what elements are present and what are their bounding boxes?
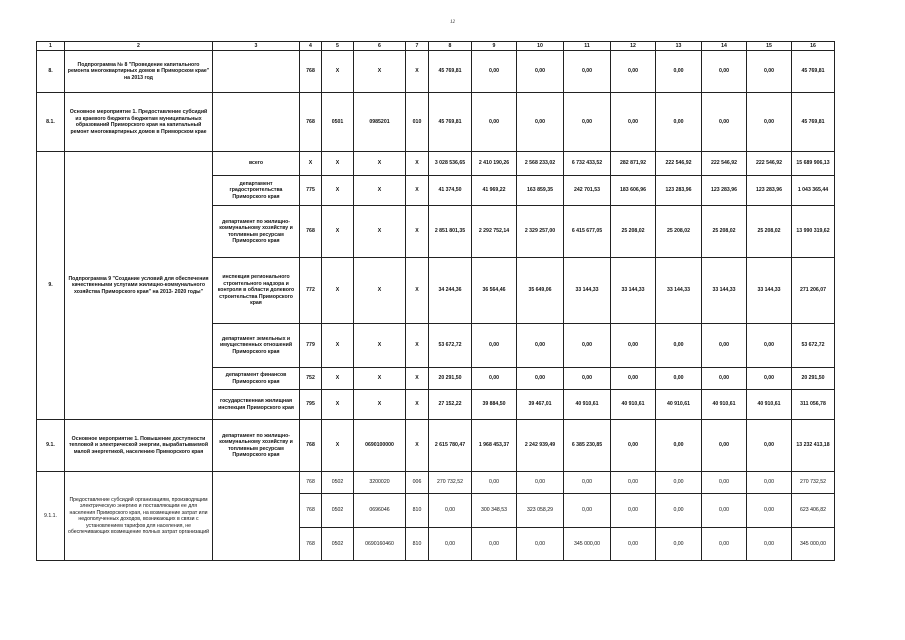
cell-value: Х bbox=[322, 368, 354, 390]
cell-value: 123 283,96 bbox=[702, 176, 747, 206]
executor bbox=[213, 51, 300, 93]
cell-value: 2 615 780,47 bbox=[429, 420, 472, 472]
executor: департамент земельных и имущественных отношений Приморского края bbox=[213, 324, 300, 368]
cell-value: Х bbox=[322, 176, 354, 206]
cell-value: 25 208,02 bbox=[702, 206, 747, 258]
cell-value: 768 bbox=[300, 206, 322, 258]
cell-value: 810 bbox=[406, 494, 429, 528]
cell-value: 15 689 906,13 bbox=[792, 152, 835, 176]
cell-value: Х bbox=[406, 390, 429, 420]
row-number: 9.1.1. bbox=[37, 472, 65, 561]
cell-value: 0,00 bbox=[564, 494, 611, 528]
cell-value: 0,00 bbox=[472, 51, 517, 93]
table-row bbox=[37, 152, 835, 176]
cell-value: Х bbox=[406, 152, 429, 176]
cell-value: 0,00 bbox=[656, 93, 702, 152]
col-header: 11 bbox=[564, 42, 611, 51]
cell-value: 271 206,07 bbox=[792, 258, 835, 324]
row-number: 8. bbox=[37, 51, 65, 93]
cell-value: 40 910,61 bbox=[611, 390, 656, 420]
cell-value: 40 910,61 bbox=[747, 390, 792, 420]
cell-value: 13 232 413,18 bbox=[792, 420, 835, 472]
cell-value: 222 546,92 bbox=[747, 152, 792, 176]
executor: департамент по жилищно-коммунальному хозяйству и топливным ресурсам Приморского края bbox=[213, 206, 300, 258]
cell-value: 345 000,00 bbox=[564, 528, 611, 561]
cell-value: 768 bbox=[300, 494, 322, 528]
cell-value: 006 bbox=[406, 472, 429, 494]
cell-value: 345 000,00 bbox=[792, 528, 835, 561]
cell-value: 25 208,02 bbox=[656, 206, 702, 258]
cell-value: 36 564,46 bbox=[472, 258, 517, 324]
cell-value: 41 969,22 bbox=[472, 176, 517, 206]
cell-value: 768 bbox=[300, 93, 322, 152]
cell-value: 25 208,02 bbox=[611, 206, 656, 258]
table-row bbox=[37, 51, 835, 93]
cell-value: Х bbox=[322, 206, 354, 258]
cell-value: 768 bbox=[300, 528, 322, 561]
cell-value: 27 152,22 bbox=[429, 390, 472, 420]
cell-value: 40 910,61 bbox=[656, 390, 702, 420]
cell-value: 0502 bbox=[322, 472, 354, 494]
cell-value: 0,00 bbox=[702, 528, 747, 561]
program-name: Предоставление субсидий организациям, производящим электрическую энергию и поставляющим ее для населения Приморского края, на возмещение затрат или недополученных доходов, возникающих в связи с установлением тарифов для населения, не обеспечивающих возмещение полных затрат организаций bbox=[65, 472, 213, 561]
cell-value: 0,00 bbox=[747, 472, 792, 494]
cell-value: 0,00 bbox=[611, 420, 656, 472]
cell-value: 0,00 bbox=[472, 324, 517, 368]
column-number-row bbox=[37, 42, 835, 51]
executor: всего bbox=[213, 152, 300, 176]
cell-value: 0690160460 bbox=[354, 528, 406, 561]
cell-value: Х bbox=[322, 390, 354, 420]
col-header: 7 bbox=[406, 42, 429, 51]
cell-value: Х bbox=[354, 206, 406, 258]
cell-value: 0,00 bbox=[564, 472, 611, 494]
col-header: 8 bbox=[429, 42, 472, 51]
cell-value: 3200020 bbox=[354, 472, 406, 494]
cell-value: 6 732 433,52 bbox=[564, 152, 611, 176]
cell-value: 222 546,92 bbox=[702, 152, 747, 176]
cell-value: Х bbox=[322, 258, 354, 324]
cell-value: 752 bbox=[300, 368, 322, 390]
cell-value: Х bbox=[406, 368, 429, 390]
col-header: 16 bbox=[792, 42, 835, 51]
cell-value: 0,00 bbox=[702, 93, 747, 152]
cell-value: 0,00 bbox=[611, 472, 656, 494]
cell-value: Х bbox=[406, 420, 429, 472]
cell-value: 0,00 bbox=[611, 324, 656, 368]
cell-value: 768 bbox=[300, 472, 322, 494]
cell-value: 0,00 bbox=[747, 51, 792, 93]
row-number: 9.1. bbox=[37, 420, 65, 472]
program-name: Основное мероприятие 1. Предоставление субсидий из краевого бюджета бюджетам муниципальных образований Приморского края на капитальный ремонт многоквартирных домов в Приморском крае bbox=[65, 93, 213, 152]
cell-value: 0,00 bbox=[429, 528, 472, 561]
cell-value: 0,00 bbox=[472, 528, 517, 561]
cell-value: 163 859,35 bbox=[517, 176, 564, 206]
cell-value: 0,00 bbox=[656, 324, 702, 368]
cell-value: 35 649,06 bbox=[517, 258, 564, 324]
cell-value: 0,00 bbox=[656, 420, 702, 472]
cell-value: 0,00 bbox=[656, 494, 702, 528]
cell-value: 270 732,52 bbox=[429, 472, 472, 494]
cell-value: Х bbox=[354, 176, 406, 206]
cell-value: 0501 bbox=[322, 93, 354, 152]
cell-value: 0,00 bbox=[611, 494, 656, 528]
cell-value: 623 406,82 bbox=[792, 494, 835, 528]
cell-value: 3 028 536,65 bbox=[429, 152, 472, 176]
executor: государственная жилищная инспекция Приморского края bbox=[213, 390, 300, 420]
executor: департамент градостроительства Приморского края bbox=[213, 176, 300, 206]
program-name: Подпрограмма № 8 "Проведение капитального ремонта многоквартирных домов в Приморском крае" на 2013 год bbox=[65, 51, 213, 93]
executor: департамент по жилищно-коммунальному хозяйству и топливным ресурсам Приморского края bbox=[213, 420, 300, 472]
row-number: 8.1. bbox=[37, 93, 65, 152]
col-header: 4 bbox=[300, 42, 322, 51]
cell-value: Х bbox=[406, 258, 429, 324]
cell-value: 0,00 bbox=[517, 472, 564, 494]
cell-value: Х bbox=[406, 324, 429, 368]
cell-value: 0,00 bbox=[429, 494, 472, 528]
cell-value: 0,00 bbox=[702, 472, 747, 494]
cell-value: 41 374,50 bbox=[429, 176, 472, 206]
cell-value: Х bbox=[354, 390, 406, 420]
cell-value: 768 bbox=[300, 51, 322, 93]
col-header: 9 bbox=[472, 42, 517, 51]
cell-value: 0,00 bbox=[656, 368, 702, 390]
row-number: 9. bbox=[37, 152, 65, 420]
cell-value: 40 910,61 bbox=[702, 390, 747, 420]
cell-value: 2 410 190,26 bbox=[472, 152, 517, 176]
cell-value: 33 144,33 bbox=[611, 258, 656, 324]
cell-value: 0,00 bbox=[517, 51, 564, 93]
page-number: 12 bbox=[450, 20, 455, 25]
cell-value: Х bbox=[322, 420, 354, 472]
program-name: Основное мероприятие 1. Повышение доступности тепловой и электрической энергии, вырабатываемой малой энергетикой, населению Приморского края bbox=[65, 420, 213, 472]
cell-value: Х bbox=[406, 206, 429, 258]
cell-value: 300 348,53 bbox=[472, 494, 517, 528]
cell-value: 270 732,52 bbox=[792, 472, 835, 494]
col-header: 14 bbox=[702, 42, 747, 51]
cell-value: 779 bbox=[300, 324, 322, 368]
cell-value: 45 769,81 bbox=[429, 51, 472, 93]
cell-value: 282 871,92 bbox=[611, 152, 656, 176]
col-header: 6 bbox=[354, 42, 406, 51]
cell-value: Х bbox=[354, 324, 406, 368]
cell-value: 123 283,96 bbox=[747, 176, 792, 206]
cell-value: 0,00 bbox=[517, 368, 564, 390]
cell-value: Х bbox=[354, 152, 406, 176]
cell-value: 0,00 bbox=[472, 93, 517, 152]
cell-value: Х bbox=[354, 51, 406, 93]
cell-value: 13 990 319,62 bbox=[792, 206, 835, 258]
cell-value: 33 144,33 bbox=[747, 258, 792, 324]
cell-value: 795 bbox=[300, 390, 322, 420]
executor: инспекция регионального строительного надзора и контроля в области долевого строительства Приморского края bbox=[213, 258, 300, 324]
program-name: Подпрограмма 9 "Создание условий для обеспечения качественными услугами жилищно-коммунального хозяйства Приморского края" на 2013- 2020 годы" bbox=[65, 152, 213, 420]
cell-value: 45 769,81 bbox=[792, 93, 835, 152]
cell-value: 0,00 bbox=[702, 420, 747, 472]
cell-value: 45 769,81 bbox=[792, 51, 835, 93]
executor bbox=[213, 472, 300, 561]
cell-value: 0502 bbox=[322, 528, 354, 561]
cell-value: 0,00 bbox=[656, 472, 702, 494]
executor: департамент финансов Приморского края bbox=[213, 368, 300, 390]
cell-value: 39 884,50 bbox=[472, 390, 517, 420]
cell-value: 0,00 bbox=[472, 368, 517, 390]
cell-value: 1 043 365,44 bbox=[792, 176, 835, 206]
table-row bbox=[37, 472, 835, 494]
cell-value: Х bbox=[322, 51, 354, 93]
col-header: 10 bbox=[517, 42, 564, 51]
cell-value: 0,00 bbox=[747, 368, 792, 390]
cell-value: 25 208,02 bbox=[747, 206, 792, 258]
cell-value: 0,00 bbox=[747, 494, 792, 528]
cell-value: Х bbox=[354, 258, 406, 324]
cell-value: 6 385 230,85 bbox=[564, 420, 611, 472]
cell-value: 53 672,72 bbox=[429, 324, 472, 368]
cell-value: 0,00 bbox=[702, 494, 747, 528]
cell-value: 0,00 bbox=[611, 51, 656, 93]
cell-value: 0,00 bbox=[564, 51, 611, 93]
col-header: 2 bbox=[65, 42, 213, 51]
cell-value: 0,00 bbox=[611, 368, 656, 390]
cell-value: 2 292 752,14 bbox=[472, 206, 517, 258]
cell-value: 0,00 bbox=[747, 528, 792, 561]
cell-value: 010 bbox=[406, 93, 429, 152]
cell-value: 2 568 233,02 bbox=[517, 152, 564, 176]
cell-value: 2 851 801,35 bbox=[429, 206, 472, 258]
col-header: 5 bbox=[322, 42, 354, 51]
cell-value: 45 769,81 bbox=[429, 93, 472, 152]
cell-value: 33 144,33 bbox=[564, 258, 611, 324]
cell-value: 53 672,72 bbox=[792, 324, 835, 368]
cell-value: 0,00 bbox=[747, 93, 792, 152]
cell-value: 39 467,01 bbox=[517, 390, 564, 420]
executor bbox=[213, 93, 300, 152]
cell-value: 2 329 257,00 bbox=[517, 206, 564, 258]
cell-value: 0690100000 bbox=[354, 420, 406, 472]
cell-value: 323 058,29 bbox=[517, 494, 564, 528]
cell-value: 20 291,50 bbox=[792, 368, 835, 390]
cell-value: 0,00 bbox=[517, 324, 564, 368]
cell-value: 0,00 bbox=[656, 528, 702, 561]
cell-value: 0,00 bbox=[517, 528, 564, 561]
cell-value: 183 606,96 bbox=[611, 176, 656, 206]
cell-value: 6 415 677,05 bbox=[564, 206, 611, 258]
cell-value: 0,00 bbox=[702, 51, 747, 93]
cell-value: 0,00 bbox=[564, 93, 611, 152]
cell-value: 0,00 bbox=[747, 324, 792, 368]
cell-value: Х bbox=[406, 51, 429, 93]
cell-value: 311 056,78 bbox=[792, 390, 835, 420]
cell-value: 0,00 bbox=[564, 324, 611, 368]
col-header: 1 bbox=[37, 42, 65, 51]
cell-value: 123 283,96 bbox=[656, 176, 702, 206]
cell-value: 34 244,36 bbox=[429, 258, 472, 324]
cell-value: 0,00 bbox=[747, 420, 792, 472]
cell-value: 33 144,33 bbox=[702, 258, 747, 324]
cell-value: 33 144,33 bbox=[656, 258, 702, 324]
cell-value: 0,00 bbox=[517, 93, 564, 152]
col-header: 3 bbox=[213, 42, 300, 51]
cell-value: 242 701,53 bbox=[564, 176, 611, 206]
table-row bbox=[37, 420, 835, 472]
cell-value: Х bbox=[354, 368, 406, 390]
cell-value: Х bbox=[322, 152, 354, 176]
cell-value: 0,00 bbox=[702, 368, 747, 390]
cell-value: 0,00 bbox=[564, 368, 611, 390]
cell-value: Х bbox=[406, 176, 429, 206]
col-header: 15 bbox=[747, 42, 792, 51]
cell-value: 0985201 bbox=[354, 93, 406, 152]
cell-value: 810 bbox=[406, 528, 429, 561]
cell-value: 0,00 bbox=[611, 93, 656, 152]
cell-value: 0,00 bbox=[472, 472, 517, 494]
cell-value: 0,00 bbox=[702, 324, 747, 368]
cell-value: 0,00 bbox=[656, 51, 702, 93]
col-header: 13 bbox=[656, 42, 702, 51]
cell-value: Х bbox=[300, 152, 322, 176]
col-header: 12 bbox=[611, 42, 656, 51]
cell-value: 0,00 bbox=[611, 528, 656, 561]
cell-value: 2 242 939,49 bbox=[517, 420, 564, 472]
cell-value: 1 968 453,37 bbox=[472, 420, 517, 472]
cell-value: 222 546,92 bbox=[656, 152, 702, 176]
cell-value: 768 bbox=[300, 420, 322, 472]
cell-value: Х bbox=[322, 324, 354, 368]
cell-value: 775 bbox=[300, 176, 322, 206]
cell-value: 0502 bbox=[322, 494, 354, 528]
cell-value: 40 910,61 bbox=[564, 390, 611, 420]
table-row bbox=[37, 93, 835, 152]
cell-value: 0696046 bbox=[354, 494, 406, 528]
budget-table bbox=[36, 41, 835, 561]
cell-value: 20 291,50 bbox=[429, 368, 472, 390]
cell-value: 772 bbox=[300, 258, 322, 324]
